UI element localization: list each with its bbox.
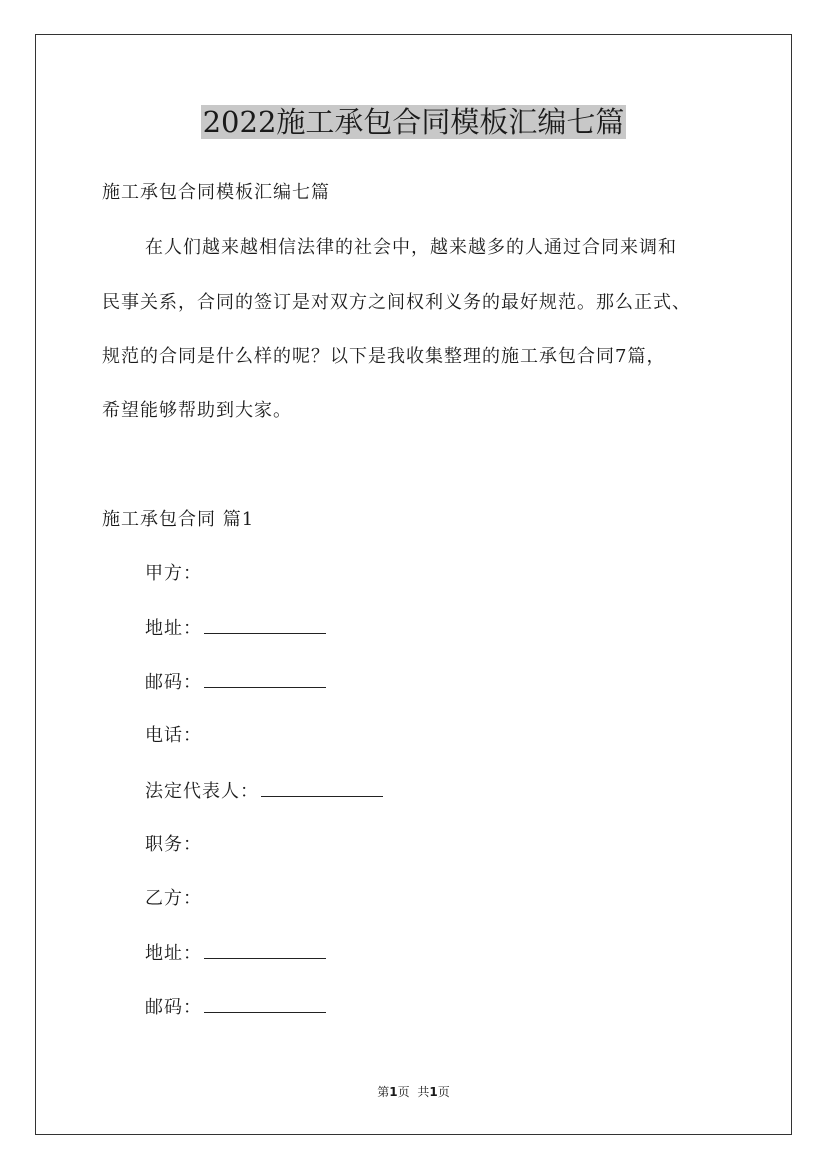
party-b-label: 乙方： [145, 888, 202, 909]
legal-rep-a-field [145, 779, 383, 804]
document-title [0, 100, 827, 144]
postcode-a-blank [204, 670, 326, 688]
postcode-b-blank [204, 995, 326, 1013]
page-number: 1 [389, 1085, 398, 1099]
total-suffix: 页 [437, 1085, 450, 1099]
postcode-b-label: 邮码： [145, 997, 202, 1018]
postcode-a-label: 邮码： [145, 672, 202, 693]
page-footer [0, 1083, 827, 1100]
phone-a-label: 电话： [145, 725, 202, 746]
intro-line-2: 民事关系，合同的签订是对双方之间权利义务的最好规范。那么正式、 [102, 292, 691, 313]
address-b-field [145, 941, 326, 966]
total-prefix: 共 [417, 1085, 430, 1099]
postcode-b-field [145, 995, 326, 1020]
page-suffix: 页 [397, 1085, 410, 1099]
address-b-label: 地址： [145, 943, 202, 964]
address-b-blank [204, 941, 326, 959]
position-a-label: 职务： [145, 834, 202, 855]
document-subtitle: 施工承包合同模板汇编七篇 [102, 182, 330, 203]
postcode-a-field [145, 670, 326, 695]
legal-rep-a-label: 法定代表人： [145, 781, 259, 802]
total-number: 1 [429, 1085, 438, 1099]
intro-line-1: 在人们越来越相信法律的社会中，越来越多的人通过合同来调和 [145, 237, 677, 258]
document-title-text: 2022施工承包合同模板汇编七篇 [202, 105, 625, 139]
section-heading: 施工承包合同 篇1 [102, 509, 255, 530]
intro-line-4: 希望能够帮助到大家。 [102, 400, 292, 421]
address-a-field [145, 616, 326, 641]
party-a-label: 甲方： [145, 563, 202, 584]
address-a-label: 地址： [145, 618, 202, 639]
legal-rep-a-blank [261, 779, 383, 797]
address-a-blank [204, 616, 326, 634]
intro-line-3: 规范的合同是什么样的呢？以下是我收集整理的施工承包合同7篇， [102, 346, 666, 367]
page-prefix: 第 [377, 1085, 390, 1099]
